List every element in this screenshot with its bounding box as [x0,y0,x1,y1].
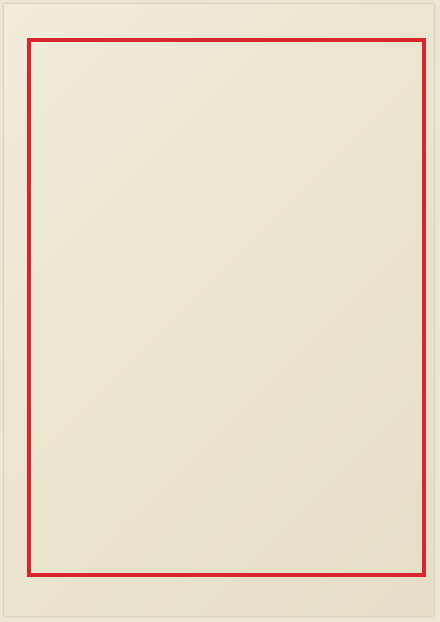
red-border-frame [27,38,426,577]
